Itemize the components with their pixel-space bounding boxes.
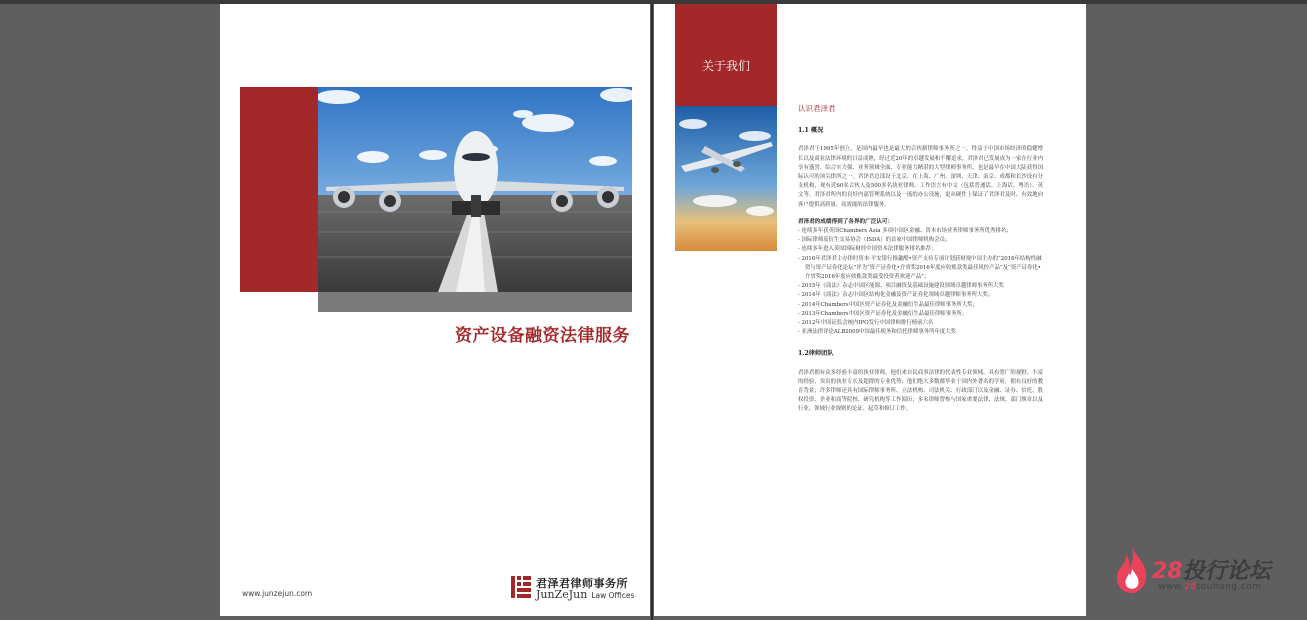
cover-grey-bar (318, 292, 632, 312)
honor-item: - 2012年中国证监会统内IPO发行中国律师排行榜前六名 (798, 319, 1043, 328)
side-title: 关于我们 (701, 59, 750, 73)
page-divider (651, 4, 653, 620)
about-heading: 认识君泽君 (798, 104, 836, 113)
watermark-url-num: 28 (1184, 582, 1197, 592)
logo-english-name (536, 588, 634, 601)
watermark-logo (1112, 545, 1282, 597)
cover-airplane-photo (318, 87, 632, 292)
section-2-text: 君泽君拥有众多经验丰富的执业律师。他们来自民商事法律的代表性专业领域，具有宽广的视野、丰富的经验、突出的执业专长及超群的专业优势；他们绝大多数都毕业于国内外著名的学府，拥有良好的教育背景；许多律师还具有国际律师事务所、立法机构、司法机关、行政部门以及金融、证券、信托、股权投资、企业和高等院校、研究机构等工作阅历；多名律师曾参与国家重要法律、法规、部门规章以及行业、领域行业规则的论证、起草和修订工作。 (798, 369, 1043, 413)
watermark-number: 28 (1152, 559, 1183, 584)
honor-item: - 2016年君泽君主办律时资本·平安银行推蠡酷•资产支持专项计划获财视中国主办的“2016年结构性融资与资产证券化论坛”评为“资产证券化•介省奖2016年度应收账款类最佳风控产品”及“资产证券化•介省奖2016年度应收账款类最受投资者欢迎产品”； (798, 255, 1043, 283)
watermark-text (1152, 554, 1271, 585)
honor-item: - 2013年Chambers中国区资产证券化及金融衍生品最佳律师事务所； (798, 310, 1043, 319)
side-red-block (675, 4, 777, 106)
honor-item: - 连续多年进入英国国际财经中国资本法律服务排名推荐； (798, 245, 1043, 254)
cover-page (220, 4, 650, 616)
flame-icon (1114, 545, 1150, 595)
honors-list (798, 227, 1043, 337)
honor-item: - 2014年Chambers中国区资产证券化及金融衍生品最佳律师事务所大奖； (798, 301, 1043, 310)
firm-logo (511, 574, 636, 602)
cover-title: 资产设备融资法律服务 (455, 326, 630, 346)
watermark-chinese: 投行论坛 (1182, 559, 1271, 584)
watermark-url-post: touhang.com (1196, 582, 1262, 592)
section-1-text: 君泽君于1995年创立，是国内最早也是最大的合伙制律师事务所之一。得益于中国市场经济的稳健增长以及商业法律环境的日益成熟，经过近20年的卓越发展和不懈追求，君泽君已发展成为一家在行业内享有盛誉、综合实力强、业务领域全面、专业能力精湛的大型律师事务所，也是最早在中国大陆获得国际认可的顶尖律所之一。君泽君总部设于北京，在上海、广州、深圳、天津、南京、成都和长沙设有分支机构，现有近60名合伙人及500多名执业律师。工作语言有中文（包括普通话、上海话、粤语）、英文等。君泽君所内的良好内部管理系统以及一流的办公设施，更从硬件上保证了君泽君及时、有效地向客户提供高质量、高效能的法律服务。 (798, 146, 1043, 208)
section-2-title: 1.2律师团队 (798, 350, 834, 358)
honor-item: - 国际律师及衍生交易协会（ISDA）的首家中国律师机构会员； (798, 236, 1043, 245)
about-content (798, 104, 1043, 423)
cover-website: www.junzejun.com (242, 589, 313, 598)
watermark-url (1158, 582, 1262, 592)
logo-english-sub: Law Offices (591, 591, 635, 600)
cover-red-block (240, 87, 318, 292)
honor-item: - 连续多年获英国Chambers Asia 多项中国区金融、资本市场业务律师事务所优秀排名； (798, 227, 1043, 236)
side-airplane-photo (675, 106, 777, 251)
logo-chinese-name: 君泽君律师事务所 (536, 577, 628, 590)
watermark-url-pre: www. (1158, 582, 1185, 592)
honor-item: - 2015年《商法》杂志中国区能源、项目融资及基础设施建设领域卓越律师事务所大奖 (798, 282, 1043, 291)
honor-item: - 2014年《商法》杂志中国区结构化金融及资产证券化领域卓越律师事务所大奖； (798, 291, 1043, 300)
logo-mark-icon (511, 576, 531, 598)
section-1-title: 1.1 概况 (798, 127, 824, 135)
honor-item: - 亚洲法律评论ALB2009中国最佳税务和信托律师事务所年度大奖 (798, 328, 1043, 337)
about-page (654, 4, 1086, 616)
honors-heading: 君泽君的成绩得到了各界的广泛认可： (798, 218, 894, 225)
logo-english-main: JunZeJun (536, 588, 588, 601)
